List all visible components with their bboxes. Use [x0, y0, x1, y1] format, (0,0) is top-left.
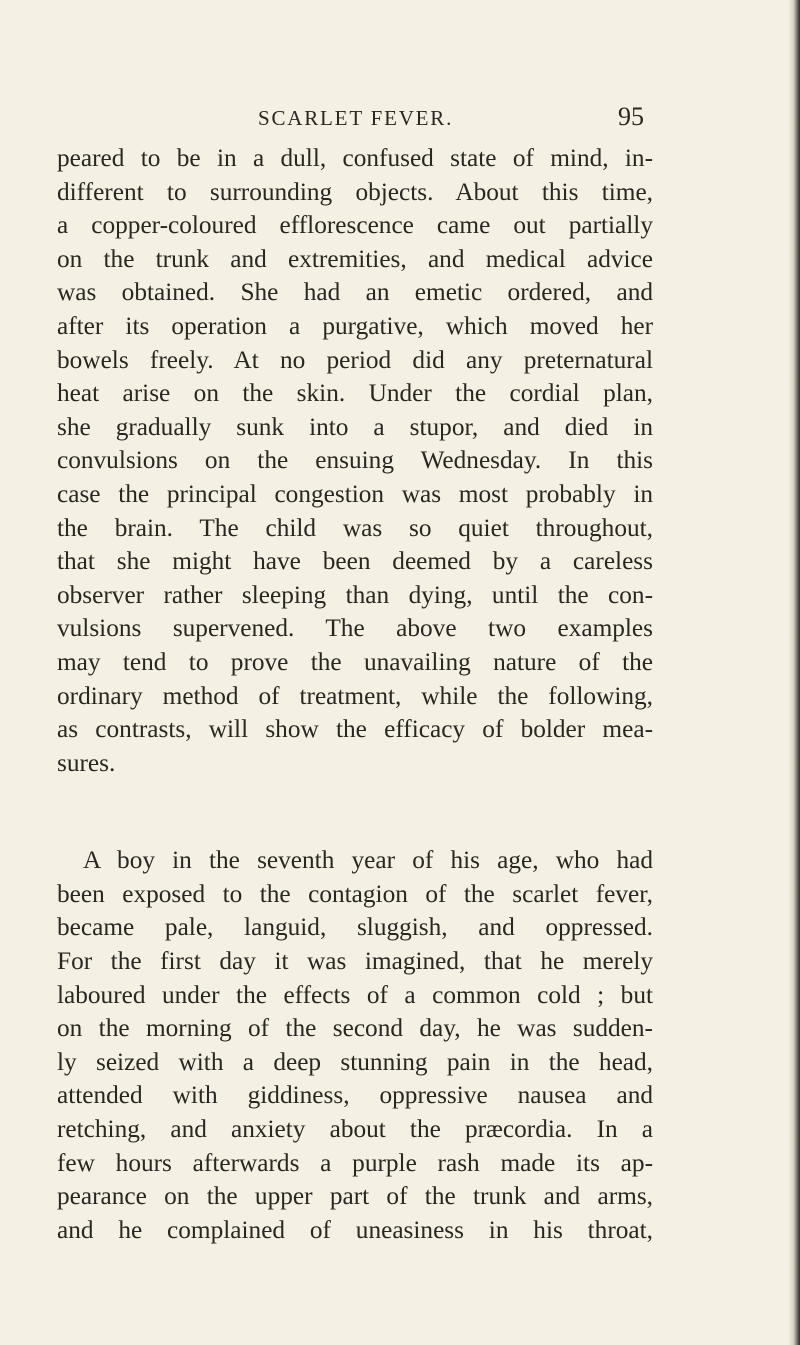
text-line: that she might have been deemed by a careless — [57, 547, 653, 576]
running-head — [0, 100, 800, 140]
text-line: she gradually sunk into a stupor, and died in — [57, 412, 653, 441]
text-line: For the first day it was imagined, that he merely — [57, 947, 653, 976]
text-line: sures. — [57, 748, 116, 777]
text-line: peared to be in a dull, confused state of mind, in- — [57, 144, 653, 172]
text-line: ly seized with a deep stunning pain in the head, — [57, 1047, 653, 1076]
text-line: pearance on the upper part of the trunk and arms, — [57, 1182, 653, 1211]
text-line: a copper-coloured efflorescence came out partially — [57, 211, 653, 240]
text-line: observer rather sleeping than dying, until the con- — [57, 580, 653, 609]
text-line: may tend to prove the unavailing nature of the — [57, 647, 653, 676]
text-line: convulsions on the ensuing Wednesday. In this — [57, 446, 653, 475]
text-line: A boy in the seventh year of his age, who had — [83, 846, 653, 875]
text-line: vulsions supervened. The above two examples — [57, 614, 653, 643]
page-number: 95 — [618, 102, 644, 131]
text-line: been exposed to the contagion of the scarlet fever, — [57, 879, 653, 908]
page-edge-shadow — [788, 0, 800, 1345]
text-line: few hours afterwards a purple rash made its ap- — [57, 1148, 653, 1177]
running-title: SCARLET FEVER. — [258, 106, 454, 130]
text-line: retching, and anxiety about the præcordia. In a — [57, 1115, 653, 1144]
text-line: heat arise on the skin. Under the cordial plan, — [57, 379, 653, 408]
text-line: after its operation a purgative, which moved her — [57, 311, 653, 340]
text-line: ordinary method of treatment, while the following, — [57, 681, 653, 710]
text-line: different to surrounding objects. About this time, — [57, 177, 653, 206]
text-line: bowels freely. At no period did any preternatural — [57, 345, 653, 374]
text-line: became pale, languid, sluggish, and oppressed. — [57, 913, 653, 942]
text-line: on the trunk and extremities, and medical advice — [57, 244, 653, 273]
text-line: as contrasts, will show the efficacy of bolder mea- — [57, 715, 653, 744]
text-line: laboured under the effects of a common cold ; but — [57, 980, 653, 1009]
body-text — [57, 142, 653, 1247]
paragraph-1 — [57, 142, 653, 780]
text-line: the brain. The child was so quiet throughout, — [57, 513, 653, 542]
text-line: on the morning of the second day, he was sudden- — [57, 1014, 653, 1043]
text-line: case the principal congestion was most probably in — [57, 479, 653, 508]
text-line: was obtained. She had an emetic ordered, and — [57, 278, 653, 307]
text-line: attended with giddiness, oppressive nausea and — [57, 1081, 653, 1110]
text-line: and he complained of uneasiness in his throat, — [57, 1215, 653, 1244]
paragraph-gap — [57, 780, 653, 844]
paragraph-2 — [57, 844, 653, 1247]
